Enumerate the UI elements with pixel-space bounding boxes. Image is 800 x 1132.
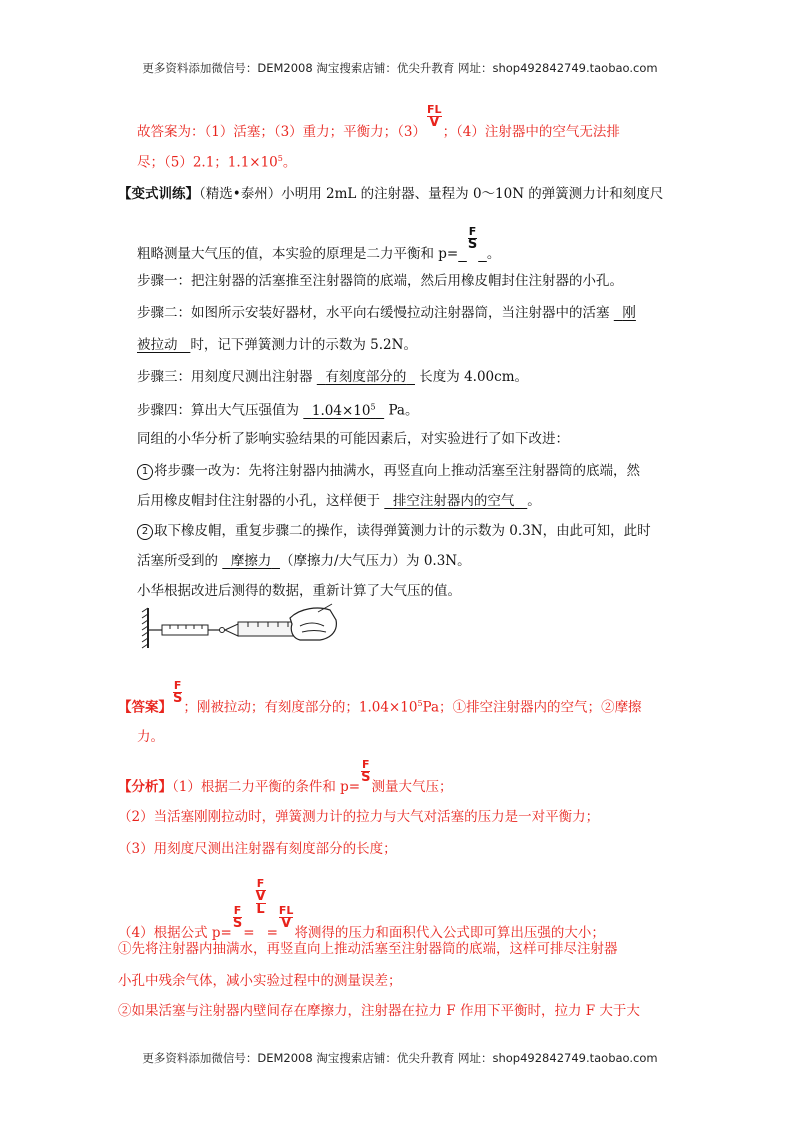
fraction-f-over-s: $\frac{F}{S}$ [361, 758, 371, 785]
page-footer: 更多资料添加微信号：DEM2008 淘宝搜索店铺：优尖升教育 网址：shop492842749.taobao.com [142, 1051, 658, 1065]
answer-2-line-1: 【答案】 $\frac{F}{S}$ ；刚被拉动；有刻度部分的；$1.04\times 10^5Pa$；①排空注射器内的空气；②摩擦 [118, 695, 642, 721]
fraction-fl-over-v: $\frac{FL}{V}$ [278, 904, 294, 931]
fraction-f-over-v-over-l: F V L [255, 877, 266, 917]
wall-icon [142, 608, 148, 648]
group-analysis: 同组的小华分析了影响实验结果的可能因素后，对实验进行了如下改进： [137, 431, 569, 447]
variant-intro: 【变式训练】（精选•泰州）小明用 2mL 的注射器、量程为 0～10N 的弹簧测力计和刻度尺 [118, 186, 664, 202]
fraction-f-over-s: $\frac{F}{S}$ [467, 225, 478, 252]
answer-2-line-2: 力。 [137, 729, 164, 745]
blank-answer: 被拉动 [137, 337, 178, 353]
fraction-fl-over-v: $\frac{FL}{V}$ [427, 103, 442, 130]
recalc-note: 小华根据改进后测得的数据，重新计算了大气压的值。 [137, 583, 461, 599]
syringe-apparatus-figure [140, 600, 340, 655]
analysis-6: ②如果活塞与注射器内壁间存在摩擦力，注射器在拉力 F 作用下平衡时，拉力 F 大于大 [118, 1003, 640, 1019]
blank-answer: 刚 [622, 305, 636, 321]
circled-1: 1 [137, 464, 153, 480]
hand-icon [290, 604, 336, 640]
answer-text: 故答案为：（1）活塞；（3）重力；平衡力；（3） [137, 124, 427, 140]
analysis-1: 【分析】（1）根据二力平衡的条件和 p= $\frac{F}{S}$ 测量大气压； [118, 775, 452, 800]
analysis-5: ①先将注射器内抽满水，再竖直向上推动活塞至注射器筒的底端，这样可排尽注射器 [118, 941, 618, 957]
analysis-2: （2）当活塞刚刚拉动时，弹簧测力计的拉力与大气对活塞的压力是一对平衡力； [118, 809, 600, 825]
circled-2: ② [118, 1003, 132, 1019]
improvement-2: 2 取下橡皮帽，重复步骤二的操作，读得弹簧测力计的示数为 0.3N，由此可知，此时 [137, 522, 651, 540]
analysis-4: （4）根据公式 p= $\frac{F}{S}$ = F V L = $\frac{FL}{V}$ 将测得的压力和面积代入公式即可算出压强的大小； [118, 908, 605, 946]
answer-line-1 [137, 103, 620, 145]
blank-answer: 摩擦力 [230, 553, 272, 569]
answer-text: ；（4）注射器中的空气无法排 [442, 124, 620, 140]
analysis-tag: 【分析】 [118, 779, 172, 795]
answer-tag: 【答案】 [118, 699, 172, 716]
circled-1: ① [452, 699, 467, 716]
answer-line-2: 尽；（5）2.1；$1.1\times 10^5$。 [137, 154, 297, 171]
step-3: 步骤三：用刻度尺测出注射器 有刻度部分的 长度为 4.00cm。 [137, 369, 528, 385]
variant-principle: 粗略测量大气压的值，本实验的原理是二力平衡和 p= $\frac{F}{S}$ 。 [137, 242, 500, 267]
step-2: 步骤二：如图所示安装好器材，水平向右缓慢拉动注射器筒，当注射器中的活塞 刚 [137, 305, 636, 321]
fraction-f-over-s: $\frac{F}{S}$ [173, 678, 183, 706]
circled-2: ② [601, 699, 615, 716]
page-header: 更多资料添加微信号：DEM2008 淘宝搜索店铺：优尖升教育 网址：shop492842749.taobao.com [142, 61, 658, 75]
improvement-1-cont: 后用橡皮帽封住注射器的小孔，这样便于 排空注射器内的空气 。 [137, 493, 541, 509]
analysis-3: （3）用刻度尺测出注射器有刻度部分的长度； [118, 841, 397, 857]
analysis-5-cont: 小孔中残余气体，减小实验过程中的测量误差； [118, 973, 402, 989]
fraction-f-over-s: $\frac{F}{S}$ [232, 904, 243, 931]
step-4: 步骤四：算出大气压强值为 $1.04\times 10^5$ Pa。 [137, 402, 419, 419]
circled-1: ① [118, 941, 132, 957]
improvement-2-cont: 活塞所受到的 摩擦力 （摩擦力/大气压力）为 0.3N。 [137, 553, 471, 569]
syringe-icon [225, 618, 302, 640]
variant-tag: 【变式训练】 [118, 186, 199, 202]
blank-answer: 排空注射器内的空气 [392, 493, 515, 509]
spring-scale-icon [148, 625, 225, 635]
step-2-cont: 被拉动 时，记下弹簧测力计的示数为 5.2N。 [137, 337, 417, 353]
improvement-1: 1 将步骤一改为：先将注射器内抽满水，再竖直向上推动活塞至注射器筒的底端，然 [137, 462, 640, 480]
blank-answer: 1.04×10 [311, 402, 371, 419]
step-1: 步骤一：把注射器的活塞推至注射器筒的底端，然后用橡皮帽封住注射器的小孔。 [137, 273, 623, 289]
circled-2: 2 [137, 524, 153, 540]
blank-answer: 有刻度部分的 [325, 369, 407, 385]
